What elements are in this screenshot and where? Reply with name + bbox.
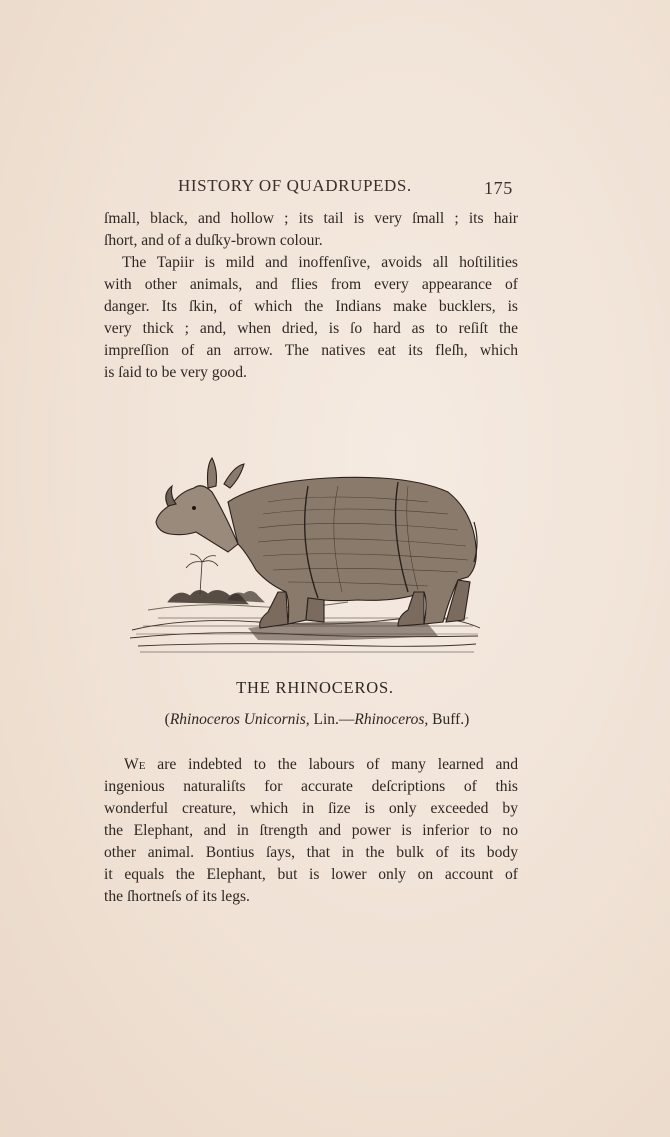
common-name: Rhinoceros, [354, 711, 429, 728]
text-line: it equals the Elephant, but is lower only on account of [104, 866, 518, 883]
text-line: ſhort, and of a duſky-brown colour. [104, 232, 323, 249]
text-line: ſmall, black, and hollow ; its tail is very ſmall ; its hair [104, 210, 518, 227]
page-number: 175 [484, 178, 513, 198]
running-title: HISTORY OF QUADRUPEDS. [178, 176, 412, 195]
text-line: The Tapiir is mild and inoffenſive, avoids all hoſtilities [122, 254, 518, 271]
text-line: other animal. Bontius ſays, that in the bulk of its body [104, 844, 518, 861]
text-line: the Elephant, and in ſtrength and power is inferior to no [104, 822, 518, 839]
rhinoceros-illustration [128, 452, 484, 658]
text-line: impreſſion of an arrow. The natives eat its fleſh, which [104, 342, 518, 359]
text-line: danger. Its ſkin, of which the Indians make bucklers, is [104, 298, 518, 315]
subtitle-open: ( [164, 711, 170, 728]
drop-word: We [124, 756, 146, 773]
latin-name: Rhinoceros Unicornis, [169, 711, 310, 728]
paragraph-continuation [104, 208, 518, 252]
text-line: with other animals, and flies from every appearance of [104, 276, 518, 293]
text-line: ingenious naturaliſts for accurate deſcriptions of this [104, 778, 518, 795]
subtitle-end: Buff.) [428, 711, 470, 728]
first-line-rest: are indebted to the labours of many learned and [145, 756, 518, 773]
text-line: is ſaid to be very good. [104, 364, 247, 381]
paragraph-tapiir [104, 252, 518, 384]
palm-tree-icon [168, 554, 264, 604]
text-line: very thick ; and, when dried, is ſo hard as to reſiſt the [104, 320, 518, 337]
text-line: wonderful creature, which in ſize is only exceeded by [104, 800, 518, 817]
section-title: THE RHINOCEROS. [236, 678, 394, 697]
subtitle-mid: Lin.— [309, 711, 355, 728]
text-line [104, 754, 518, 776]
text-line: the ſhortneſs of its legs. [104, 888, 250, 905]
section-subtitle [0, 711, 634, 729]
paragraph-rhinoceros [104, 754, 518, 908]
